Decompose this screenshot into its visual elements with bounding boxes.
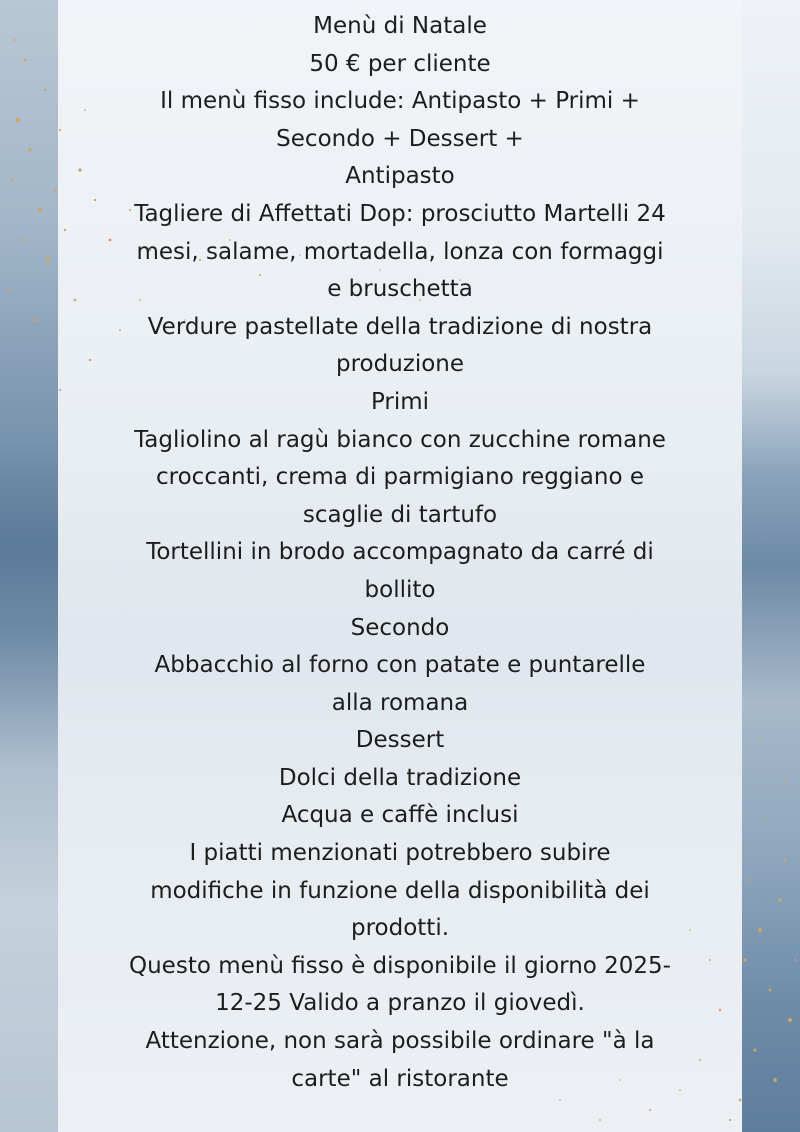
warning-line-1: Attenzione, non sarà possibile ordinare "à la	[145, 1028, 655, 1055]
menu-price: 50 € per cliente	[309, 50, 491, 77]
disclaimer-line-2: modifiche in funzione della disponibilità dei	[150, 877, 650, 904]
primi-item-2-line-1: Tortellini in brodo accompagnato da carré di	[146, 539, 654, 566]
primi-item-1-line-3: scaglie di tartufo	[302, 501, 498, 528]
menu-text-block	[58, 8, 742, 1098]
disclaimer-line-1: I piatti menzionati potrebbero subire	[189, 840, 611, 867]
antipasto-item-1-line-2: mesi, salame, mortadella, lonza con formaggi	[136, 238, 664, 265]
menu-title: Menù di Natale	[313, 13, 487, 39]
menu-includes-line-1: Il menù fisso include: Antipasto + Primi +	[160, 88, 640, 115]
primi-item-1-line-2: croccanti, crema di parmigiano reggiano e	[156, 464, 644, 491]
antipasto-item-2-line-1: Verdure pastellate della tradizione di nostra	[147, 313, 653, 340]
section-heading-dessert: Dessert	[355, 727, 445, 754]
secondo-item-line-2: alla romana	[331, 689, 469, 716]
menu-includes-line-2: Secondo + Dessert +	[276, 125, 524, 152]
warning-line-2: carte" al ristorante	[291, 1065, 509, 1092]
secondo-item-line-1: Abbacchio al forno con patate e puntarelle	[154, 652, 646, 679]
section-heading-primi: Primi	[370, 388, 430, 415]
availability-line-1: Questo menù fisso è disponibile il giorno 2025-	[129, 952, 671, 979]
primi-item-2-line-2: bollito	[364, 576, 436, 603]
antipasto-item-2-line-2: produzione	[335, 351, 465, 378]
primi-item-1-line-1: Tagliolino al ragù bianco con zucchine romane	[134, 426, 666, 453]
drinks-note: Acqua e caffè inclusi	[281, 802, 519, 829]
disclaimer-line-3: prodotti.	[350, 915, 450, 942]
antipasto-item-1-line-3: e bruschetta	[327, 276, 473, 303]
section-heading-secondo: Secondo	[350, 614, 450, 641]
dessert-item: Dolci della tradizione	[278, 764, 522, 791]
availability-line-2: 12-25 Valido a pranzo il giovedì.	[215, 990, 585, 1017]
antipasto-item-1-line-1: Tagliere di Affettati Dop: prosciutto Martelli 24	[134, 200, 666, 227]
section-heading-antipasto: Antipasto	[345, 163, 455, 190]
